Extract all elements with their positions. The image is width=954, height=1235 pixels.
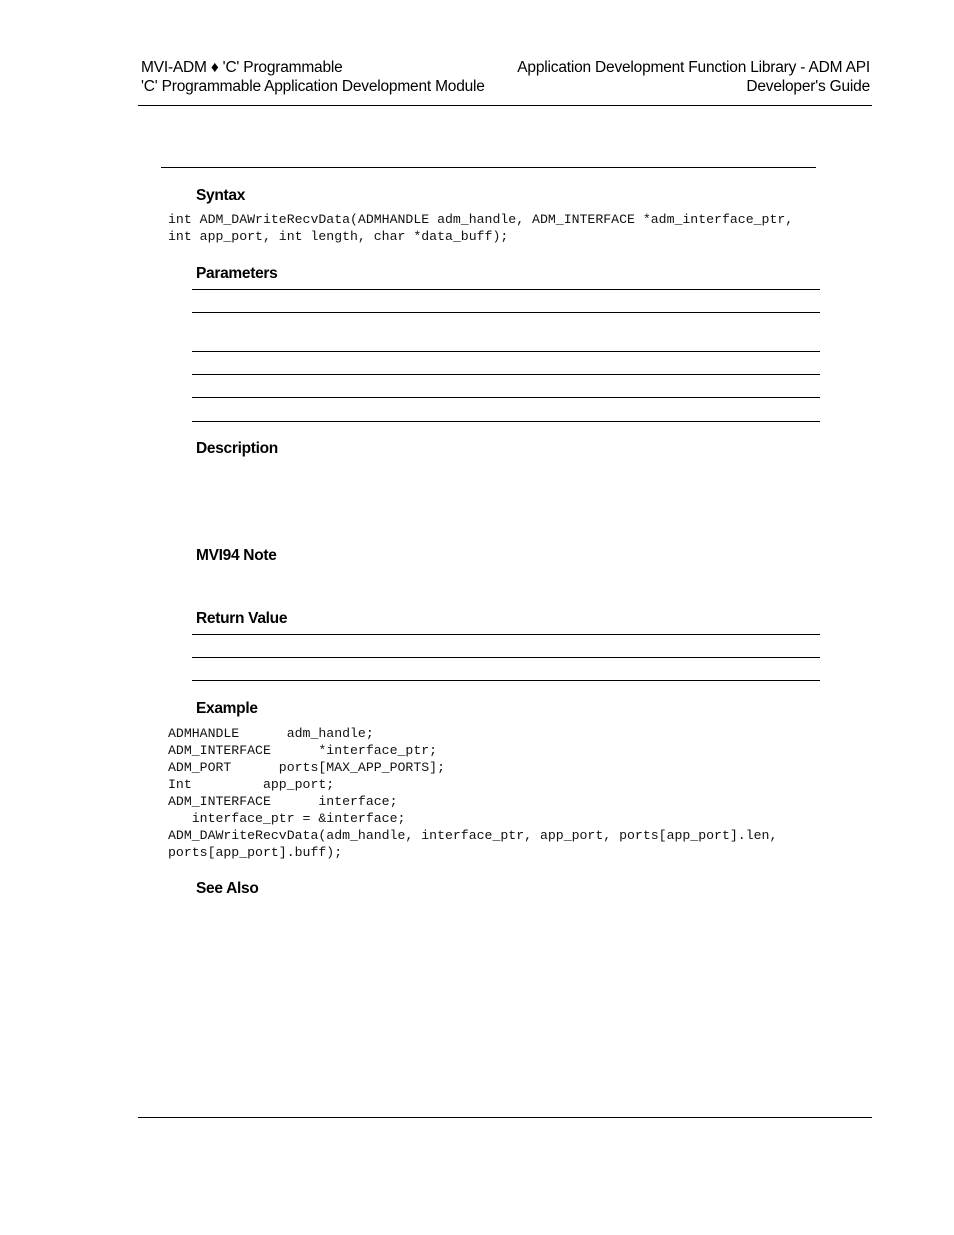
example-heading: Example (196, 700, 258, 717)
return-value-table-rule (192, 657, 820, 658)
product-subtitle: 'C' Programmable Application Development Module (141, 78, 485, 95)
syntax-heading: Syntax (196, 187, 246, 204)
example-code: ADMHANDLE adm_handle; ADM_INTERFACE *interface_ptr; ADM_PORT ports[MAX_APP_PORTS]; Int app_port; ADM_INTERFACE interface; interface_ptr = &interface; ADM_DAWriteRecvData(adm_handle, interface_ptr, app_port, ports[app_port].len, ports[app_port].buff); (168, 726, 778, 860)
syntax-code: int ADM_DAWriteRecvData(ADMHANDLE adm_handle, ADM_INTERFACE *adm_interface_ptr, int app_port, int length, char *data_buff); (168, 212, 794, 244)
parameters-table-rule (192, 289, 820, 290)
page-header-left (141, 58, 485, 96)
function-title-divider (161, 167, 816, 168)
page-header-right (517, 58, 870, 96)
header-divider (138, 105, 872, 106)
parameters-table-rule (192, 374, 820, 375)
parameters-table-rule (192, 351, 820, 352)
parameters-table-rule (192, 421, 820, 422)
return-value-table-rule (192, 634, 820, 635)
return-value-table-rule (192, 680, 820, 681)
description-heading: Description (196, 440, 278, 457)
parameters-heading: Parameters (196, 265, 278, 282)
parameters-table-rule (192, 312, 820, 313)
manual-title: Application Development Function Library - ADM API (517, 59, 870, 76)
product-title: MVI-ADM ♦ 'C' Programmable (141, 59, 343, 76)
footer-divider (138, 1117, 872, 1118)
parameters-table-rule (192, 397, 820, 398)
mvi94-note-heading: MVI94 Note (196, 547, 277, 564)
return-value-heading: Return Value (196, 610, 288, 627)
see-also-heading: See Also (196, 880, 259, 897)
manual-subtitle: Developer's Guide (746, 78, 870, 95)
